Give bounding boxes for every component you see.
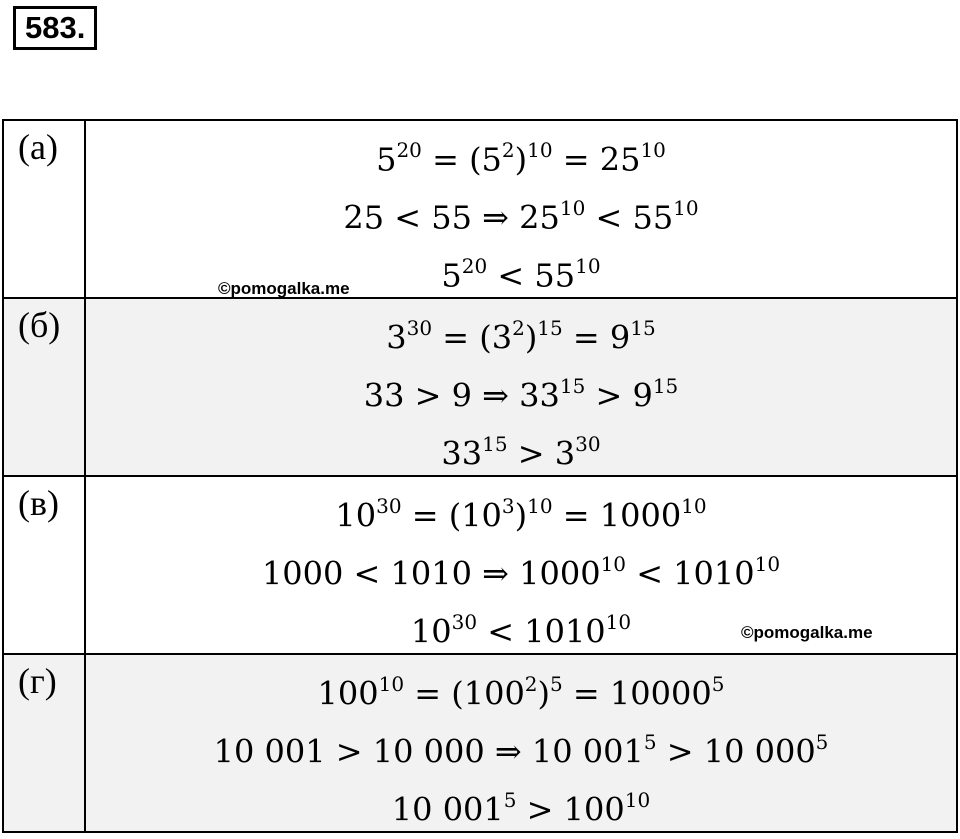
math-text: > 10 000: [656, 732, 816, 771]
exponent: 10: [754, 552, 781, 576]
table-row: [3, 120, 957, 298]
math-text: 10: [410, 612, 452, 651]
math-text: ): [537, 674, 551, 713]
math-line: [86, 123, 956, 181]
math-text: = (10: [401, 496, 502, 535]
math-text: = 1000: [552, 496, 682, 535]
exponent: 15: [630, 316, 656, 340]
exponent: 10: [527, 494, 553, 518]
math-text: < 55: [487, 256, 576, 295]
math-line: [86, 773, 956, 831]
label-cell: [3, 120, 85, 298]
exponent: 10: [640, 138, 666, 162]
exponent: 5: [550, 672, 563, 696]
exponent: 2: [501, 138, 515, 162]
math-text: < 55: [585, 198, 674, 237]
math-text: < 1010: [626, 554, 755, 593]
exponent: 5: [503, 788, 517, 812]
math-line: [86, 657, 956, 715]
table-row: [3, 654, 957, 832]
exponent: 15: [559, 374, 586, 398]
exponent: 15: [537, 316, 563, 340]
table-row: [3, 476, 957, 654]
math-text: > 3: [507, 434, 576, 473]
part-label: (а): [18, 127, 58, 167]
exponent: 15: [652, 374, 679, 398]
math-text: 5: [376, 140, 397, 179]
part-label: (в): [18, 483, 59, 523]
math-text: < 1010: [477, 612, 606, 651]
exponent: 10: [681, 494, 707, 518]
math-text: > 100: [516, 790, 625, 829]
math-line: [86, 239, 956, 297]
math-text: = (100: [404, 674, 525, 713]
math-text: 10 001 > 10 000 ⇒ 10 001: [213, 732, 644, 771]
math-line: [86, 715, 956, 773]
exponent: 30: [451, 610, 478, 634]
exponent: 10: [527, 138, 553, 162]
math-text: 5: [441, 256, 462, 295]
math-text: 3: [386, 318, 407, 357]
math-text: = 9: [562, 318, 631, 357]
exponent: 10: [600, 552, 627, 576]
content-cell: [85, 654, 957, 832]
math-text: 25 < 55 ⇒ 25: [343, 198, 560, 237]
exponent: 30: [376, 494, 402, 518]
math-line: [86, 181, 956, 239]
exponent: 10: [559, 196, 586, 220]
math-text: 1000 < 1010 ⇒ 1000: [261, 554, 601, 593]
math-line: [86, 359, 956, 417]
math-text: = (5: [421, 140, 502, 179]
exponent: 30: [406, 316, 433, 340]
part-label: (г): [18, 661, 57, 701]
exponent: 10: [605, 610, 632, 634]
solutions-table: [2, 119, 958, 833]
exponent: 30: [575, 432, 601, 456]
math-text: 33: [441, 434, 483, 473]
exponent: 5: [643, 730, 657, 754]
math-text: ): [514, 496, 528, 535]
exponent: 5: [711, 672, 725, 696]
math-line: [86, 417, 956, 475]
exponent: 3: [501, 494, 515, 518]
exponent: 2: [524, 672, 538, 696]
table-row: [3, 298, 957, 476]
exponent: 10: [624, 788, 651, 812]
exponent: 10: [575, 254, 601, 278]
math-text: ): [524, 318, 538, 357]
exponent: 20: [396, 138, 422, 162]
math-text: 10: [335, 496, 377, 535]
watermark: ©pomogalka.me: [218, 279, 350, 298]
math-text: = (3: [432, 318, 513, 357]
content-cell: [85, 476, 957, 654]
exponent: 15: [482, 432, 508, 456]
content-cell: [85, 120, 957, 298]
content-cell: [85, 298, 957, 476]
math-text: 10 001: [391, 790, 504, 829]
math-text: = 25: [552, 140, 641, 179]
label-cell: [3, 476, 85, 654]
math-text: ): [514, 140, 528, 179]
exponent: 10: [378, 672, 405, 696]
exponent: 10: [673, 196, 699, 220]
math-line: [86, 537, 956, 595]
exponent: 2: [512, 316, 525, 340]
label-cell: [3, 298, 85, 476]
exponent: 20: [461, 254, 488, 278]
watermark: ©pomogalka.me: [741, 623, 873, 642]
math-line: [86, 479, 956, 537]
math-text: 33 > 9 ⇒ 33: [363, 376, 560, 415]
label-cell: [3, 654, 85, 832]
part-label: (б): [18, 305, 61, 345]
math-text: 100: [317, 674, 379, 713]
exponent: 5: [815, 730, 829, 754]
problem-number: 583.: [13, 6, 97, 50]
math-line: [86, 301, 956, 359]
math-text: > 9: [585, 376, 653, 415]
math-text: = 10000: [562, 674, 712, 713]
